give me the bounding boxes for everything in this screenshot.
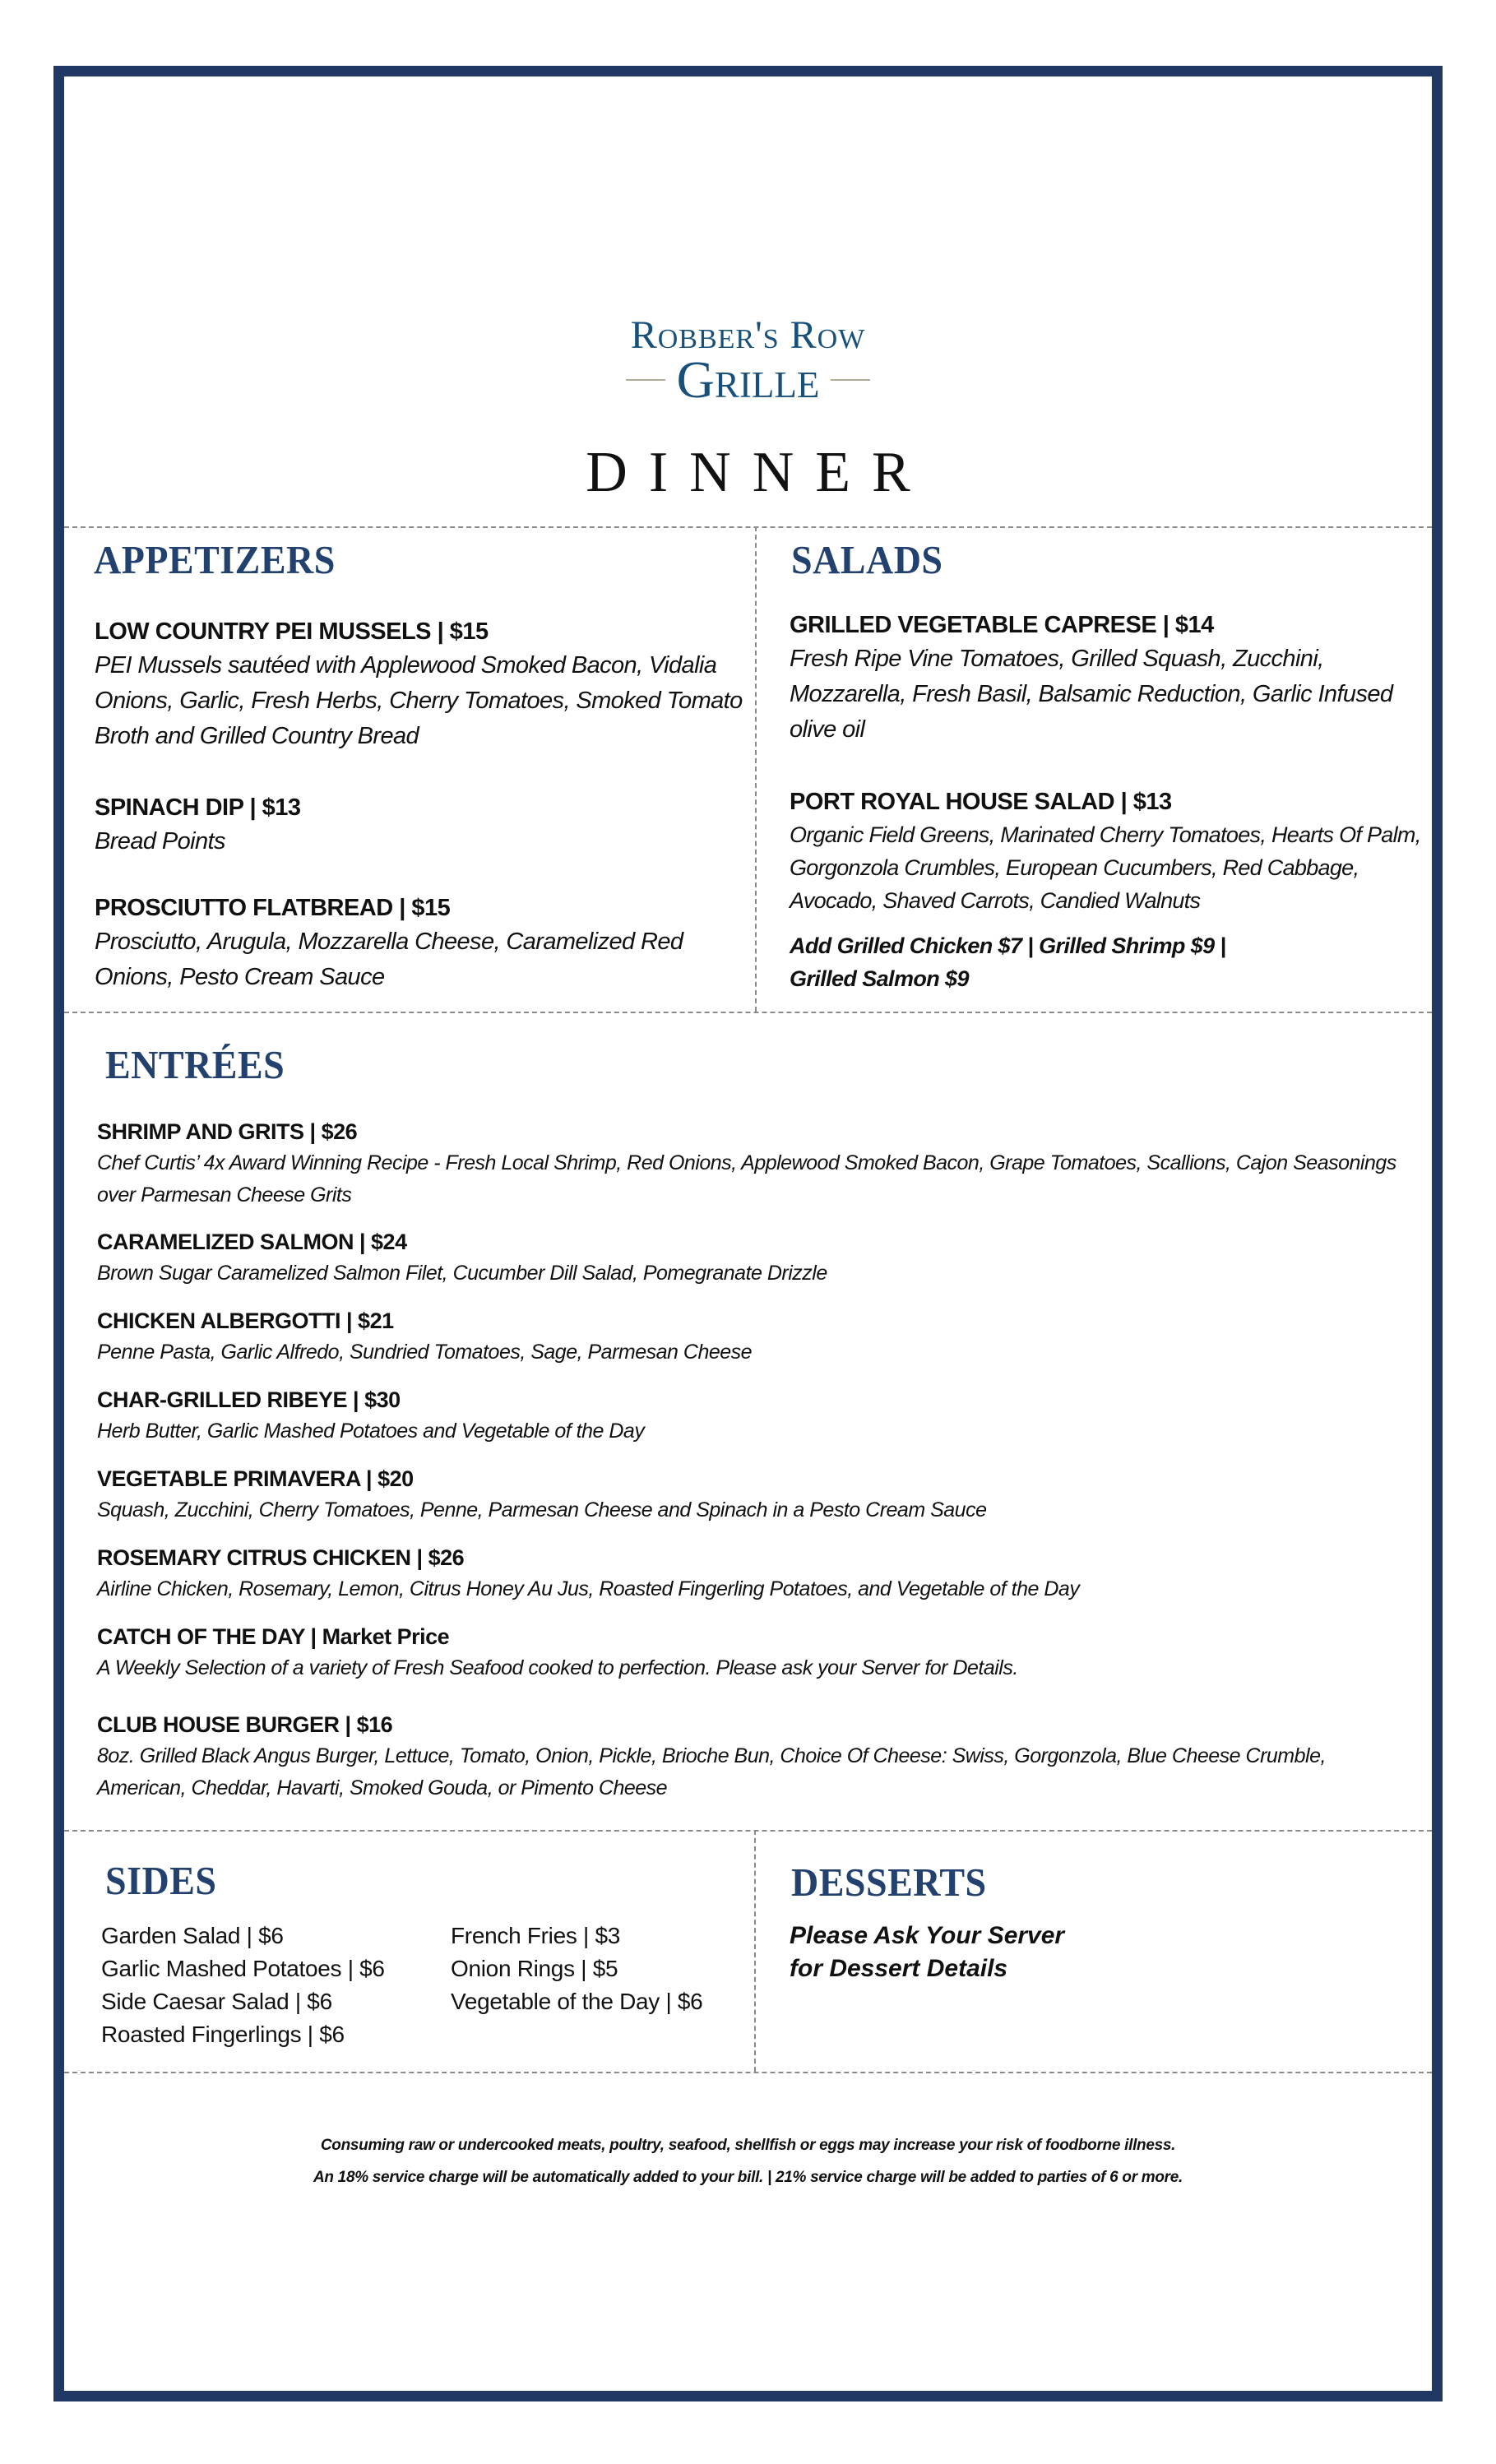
menu-item (95, 791, 744, 859)
logo-rule-right (831, 379, 870, 381)
menu-item (97, 1621, 1018, 1684)
item-name: GRILLED VEGETABLE CAPRESE | $14 (790, 612, 1214, 638)
sides-column-1 (101, 1920, 385, 2051)
menu-item (97, 1709, 1413, 1804)
addon-line: Grilled Salmon $9 (790, 966, 969, 991)
divider-vertical-bottom (754, 1830, 756, 2072)
section-title-salads: SALADS (791, 537, 943, 582)
service-charge-note: An 18% service charge will be automatically added to your bill. | 21% service charge will be added to parties of 6 or more. (313, 2169, 1183, 2186)
item-description: Bread Points (95, 828, 225, 855)
menu-item (790, 785, 1431, 917)
brand-name-line1: Robber's Row (630, 313, 866, 357)
section-title-sides: SIDES (105, 1858, 217, 1903)
item-name: PROSCIUTTO FLATBREAD | $15 (95, 895, 451, 921)
section-title-desserts: DESSERTS (791, 1860, 987, 1905)
dessert-note (790, 1920, 1064, 1985)
brand-name-line2 (0, 350, 1496, 410)
item-description: Herb Butter, Garlic Mashed Potatoes and Vegetable of the Day (97, 1420, 645, 1443)
addon-line: Add Grilled Chicken $7 | Grilled Shrimp $9 | (790, 933, 1226, 958)
item-name: VEGETABLE PRIMAVERA | $20 (97, 1466, 414, 1491)
divider-middle (64, 1012, 1432, 1013)
menu-item (95, 892, 744, 995)
item-description: Fresh Ripe Vine Tomatoes, Grilled Squash, Zucchini, Mozzarella, Fresh Basil, Balsamic Reduction, Garlic Infused olive oil (790, 646, 1393, 743)
menu-item (97, 1116, 1413, 1211)
item-description: Penne Pasta, Garlic Alfredo, Sundried Tomatoes, Sage, Parmesan Cheese (97, 1341, 753, 1364)
menu-title: DINNER (586, 441, 932, 504)
item-name: SHRIMP AND GRITS | $26 (97, 1119, 358, 1144)
menu-item (95, 615, 744, 754)
item-description: PEI Mussels sautéed with Applewood Smoked Bacon, Vidalia Onions, Garlic, Fresh Herbs, Cherry Tomatoes, Smoked Tomato Broth and Grilled Country Bread (95, 652, 743, 749)
item-description: Prosciutto, Arugula, Mozzarella Cheese, Caramelized Red Onions, Pesto Cream Sauce (95, 929, 683, 990)
item-name: CHAR-GRILLED RIBEYE | $30 (97, 1387, 401, 1412)
salad-addons (790, 929, 1431, 995)
brand-grille: Grille (676, 350, 820, 409)
side-item: Roasted Fingerlings | $6 (101, 2022, 345, 2047)
sides-column-2 (451, 1920, 702, 2018)
menu-item (97, 1305, 752, 1369)
menu-item (97, 1542, 1079, 1605)
item-description: Chef Curtis’ 4x Award Winning Recipe - Fresh Local Shrimp, Red Onions, Applewood Smoked Bacon, Grape Tomatoes, Scallions, Cajon Seasonings over Parmesan Cheese Grits (97, 1151, 1396, 1207)
item-name: CATCH OF THE DAY | Market Price (97, 1624, 450, 1649)
item-name: PORT ROYAL HOUSE SALAD | $13 (790, 789, 1172, 815)
logo-rule-left (626, 379, 665, 381)
item-name: ROSEMARY CITRUS CHICKEN | $26 (97, 1545, 465, 1570)
item-name: LOW COUNTRY PEI MUSSELS | $15 (95, 618, 489, 645)
section-title-entrees: ENTRÉES (105, 1042, 285, 1087)
item-name: CARAMELIZED SALMON | $24 (97, 1230, 407, 1254)
section-title-appetizers: APPETIZERS (94, 537, 336, 582)
menu-item (97, 1463, 986, 1526)
health-disclaimer: Consuming raw or undercooked meats, poultry, seafood, shellfish or eggs may increase your risk of foodborne illness. (320, 2137, 1176, 2154)
dessert-note-line: for Dessert Details (790, 1955, 1008, 1982)
side-item: French Fries | $3 (451, 1923, 621, 1948)
side-item: Vegetable of the Day | $6 (451, 1989, 703, 2014)
divider-vertical-top (755, 526, 757, 1012)
item-description: Squash, Zucchini, Cherry Tomatoes, Penne, Parmesan Cheese and Spinach in a Pesto Cream Sauce (97, 1498, 987, 1521)
item-description: 8oz. Grilled Black Angus Burger, Lettuce, Tomato, Onion, Pickle, Brioche Bun, Choice Of Cheese: Swiss, Gorgonzola, Blue Cheese Crumble, American, Cheddar, Havarti, Smoked Gouda, or Pimento Cheese (97, 1744, 1326, 1799)
item-description: A Weekly Selection of a variety of Fresh Seafood cooked to perfection. Please ask your Server for Details. (97, 1656, 1018, 1679)
item-name: CHICKEN ALBERGOTTI | $21 (97, 1308, 394, 1333)
divider-lower (64, 1830, 1432, 1832)
side-item: Side Caesar Salad | $6 (101, 1989, 332, 2014)
side-item: Garlic Mashed Potatoes | $6 (101, 1956, 385, 1981)
dessert-note-line: Please Ask Your Server (790, 1922, 1065, 1949)
side-item: Onion Rings | $5 (451, 1956, 618, 1981)
menu-item (97, 1226, 827, 1290)
menu-item (97, 1384, 644, 1447)
item-name: CLUB HOUSE BURGER | $16 (97, 1712, 393, 1737)
side-item: Garden Salad | $6 (101, 1923, 284, 1948)
item-description: Brown Sugar Caramelized Salmon Filet, Cucumber Dill Salad, Pomegranate Drizzle (97, 1262, 827, 1285)
item-description: Organic Field Greens, Marinated Cherry Tomatoes, Hearts Of Palm, Gorgonzola Crumbles, European Cucumbers, Red Cabbage, Avocado, Shaved Carrots, Candied Walnuts (790, 822, 1421, 913)
menu-item (790, 609, 1431, 748)
item-name: SPINACH DIP | $13 (95, 794, 301, 821)
item-description: Airline Chicken, Rosemary, Lemon, Citrus Honey Au Jus, Roasted Fingerling Potatoes, and Vegetable of the Day (97, 1577, 1080, 1600)
divider-bottom (64, 2072, 1432, 2073)
divider-top (64, 526, 1432, 528)
